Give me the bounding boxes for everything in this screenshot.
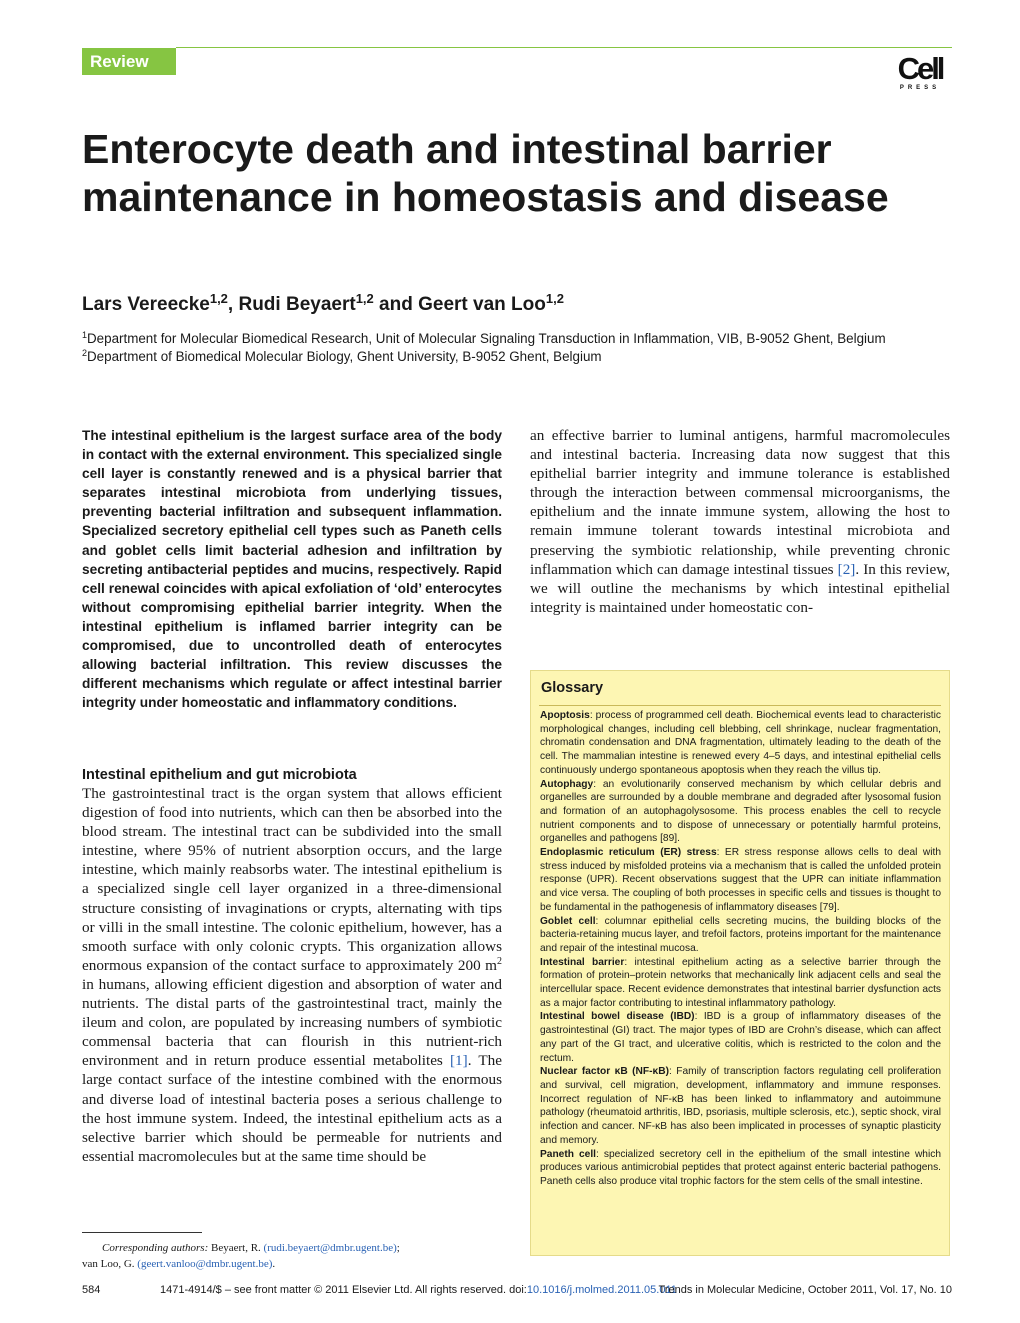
body-text-segment: an effective barrier to luminal antigens, harmful macromolecules and intestinal bacteria. Increasing data now suggest that this epithelial barrier integrity and immune tolerance is established through the interaction between commensal microorganisms, the epithelium and the innate immune system, allowing the host to remain immune tolerant towards intestinal microbiota and preserving the symbiotic relationship, while preventing chronic inflammation which can damage intestinal tissues bbox=[530, 427, 950, 578]
glossary-definition: : specialized secretory cell in the epithelium of the small intestine which produces various antimicrobial peptides that protect against enteric bacterial pathogens. Paneth cells also produce vital trophic factors for the stem cells of the small intestine. bbox=[540, 1148, 941, 1187]
affiliation-text: Department for Molecular Biomedical Research, Unit of Molecular Signaling Transduction in Inflammation, VIB, B-9052 Ghent, Belgium bbox=[87, 331, 886, 346]
section-label: Review bbox=[90, 52, 149, 71]
correspondence-punct: ; bbox=[396, 1242, 400, 1254]
reference-link[interactable]: [1] bbox=[450, 1052, 468, 1070]
glossary-term: Intestinal barrier bbox=[540, 956, 625, 968]
page-number: 584 bbox=[82, 1284, 101, 1296]
author-name: Rudi Beyaert bbox=[238, 294, 356, 315]
affiliation-text: Department of Biomedical Molecular Biology, Ghent University, B-9052 Ghent, Belgium bbox=[87, 349, 602, 364]
glossary-definition: : columnar epithelial cells secreting mucins, the building blocks of the bacteria-retaining mucus layer, and trefoil factors, proteins important for the maintenance and repair of the intestinal mucosa. bbox=[540, 915, 941, 954]
glossary-term: Intestinal bowel disease (IBD) bbox=[540, 1011, 695, 1023]
author-separator: and bbox=[373, 294, 419, 315]
correspondence-line bbox=[82, 1240, 502, 1256]
author-list bbox=[82, 292, 952, 318]
section-heading: Intestinal epithelium and gut microbiota bbox=[82, 767, 357, 783]
body-text-segment: . In this review, we will outline the mechanisms by which intestinal epithelial integrity is maintained under homeostatic con- bbox=[530, 560, 950, 616]
affiliation bbox=[82, 348, 952, 366]
glossary-divider bbox=[539, 705, 941, 706]
glossary-entry bbox=[540, 1010, 941, 1065]
glossary-title: Glossary bbox=[541, 680, 604, 696]
body-text-segment: The gastrointestinal tract is the organ system that allows efficient digestion of food into nutrients, which can then be absorbed into the blood stream. The intestinal tract can be subdivided into the small intestine, where 95% of nutrient absorption occurs, and the large intestine, which mainly reabsorbs water. The intestinal epithelium is a specialized single cell layer organized in a three-dimensional structure consisting of invaginations or crypts, alternating with tips or villi in the small intestine. The colonic epithelium, however, has a smooth surface with only colonic crypts. This organization allows enormous expansion of the contact surface to approximately 200 m bbox=[82, 785, 502, 974]
glossary-term: Paneth cell bbox=[540, 1148, 597, 1160]
author-name: Lars Vereecke bbox=[82, 294, 210, 315]
affiliations bbox=[82, 330, 952, 366]
footnote-rule bbox=[82, 1232, 202, 1233]
author-separator: , bbox=[227, 294, 239, 315]
glossary-entry bbox=[540, 915, 941, 956]
article-title: Enterocyte death and intestinal barrier maintenance in homeostasis and disease bbox=[82, 126, 889, 220]
section-tag bbox=[82, 48, 176, 75]
journal-citation: Trends in Molecular Medicine, October 2011, Vol. 17, No. 10 bbox=[658, 1284, 952, 1296]
corresponding-authors bbox=[82, 1240, 502, 1272]
body-text-segment: . The large contact surface of the intestine combined with the enormous and diverse load of intestinal bacteria poses a serious challenge to the host immune system. Indeed, the intestinal epithelium acts as a selective barrier which should be permeable for nutrients and essential macromolecules but at the same time should be bbox=[82, 1052, 502, 1165]
reference-link[interactable]: [2] bbox=[837, 560, 856, 578]
glossary-entry bbox=[540, 846, 941, 915]
glossary-term: Autophagy bbox=[540, 778, 594, 790]
page-footer bbox=[82, 1282, 952, 1300]
copyright-line bbox=[160, 1282, 677, 1298]
header-rule bbox=[176, 47, 952, 48]
glossary-definition: : intestinal epithelium acting as a selective barrier through the formation of protein–protein networks that mechanically link adjacent cells and seal the intercellular space. Recent evidence demonstrates that intestinal barrier dysfunction acts as a major factor contributing to intestinal inflammatory pathology. bbox=[540, 956, 941, 1009]
email-link[interactable]: (rudi.beyaert@dmbr.ugent.be) bbox=[263, 1242, 397, 1254]
abstract: The intestinal epithelium is the largest surface area of the body in contact with the external environment. This specialized single cell layer is constantly renewed and is a physical barrier that separates intestinal microbiota from underlying tissues, preventing bacterial infiltration and subsequent inflammation. Specialized secretory epithelial cell types such as Paneth cells and goblet cells limit bacterial adhesion and infiltration by secreting antibacterial peptides and mucins, respectively. Rapid cell renewal coincides with apical exfoliation of ‘old’ enterocytes without compromising epithelial barrier integrity. When the intestinal epithelium is inflamed barrier integrity can be compromised, due to uncontrolled death of enterocytes allowing bacterial infiltration. This review discusses the different mechanisms which regulate or affect intestinal barrier integrity under homeostatic and inflammatory conditions. bbox=[82, 428, 502, 711]
glossary-definition: : ER stress response allows cells to deal with stress induced by misfolded proteins via a mechanism that is called the unfolded protein response (UPR). Recent observations suggest that the UPR can initiate inflammation and vice versa. The coupling of both processes in specific cells and tissues is thought to be fundamental in the pathogenesis of inflammatory diseases [79]. bbox=[540, 847, 941, 913]
glossary-term: Goblet cell bbox=[540, 915, 596, 927]
glossary-entry bbox=[540, 778, 941, 847]
body-text-left bbox=[82, 784, 502, 1166]
glossary-term: Apoptosis bbox=[540, 710, 590, 721]
glossary-term: Nuclear factor κB (NF-κB) bbox=[540, 1066, 669, 1078]
glossary-entry bbox=[540, 709, 941, 778]
affiliation-number: 1 bbox=[82, 330, 88, 340]
glossary-entry bbox=[540, 956, 941, 1011]
issn-text: 1471-4914/$ – see front matter © 2011 Elsevier Ltd. All rights reserved. doi: bbox=[160, 1284, 527, 1296]
glossary-definition: : IBD is a group of inflammatory diseases of the gastrointestinal (GI) tract. The major types of IBD are Crohn’s disease, which can affect any part of the GI tract, and ulcerative colitis, which is restricted to the colon and the rectum. bbox=[540, 1011, 941, 1064]
correspondence-name: Beyaert, R. bbox=[208, 1242, 264, 1254]
cell-press-logo bbox=[888, 53, 952, 97]
glossary-entry bbox=[540, 1148, 941, 1189]
glossary-term: Endoplasmic reticulum (ER) stress bbox=[540, 847, 717, 859]
glossary-definition: : Family of transcription factors regulating cell proliferation and survival, cell migration, development, inflammatory and immune responses. Incorrect regulation of NF-κB has been linked to inflammatory and autoimmune pathology (rheumatoid arthritis, IBD, psoriasis, multiple sclerosis, etc.), septic shock, viral infection and cancer. NF-κB has also been implicated in processes of synaptic plasticity and memory. bbox=[540, 1066, 941, 1146]
correspondence-name: van Loo, G. bbox=[82, 1258, 138, 1270]
email-link[interactable]: (geert.vanloo@dmbr.ugent.be) bbox=[137, 1258, 273, 1270]
glossary-definition: : an evolutionarily conserved mechanism by which cellular debris and organelles are surrounded by a double membrane and degraded after lysosomal fusion and formation of an autophagolysosome. This process enables the cell to recycle nutrient components and to dispose of unnecessary or potentially harmful proteins, organelles and pathogens [89]. bbox=[540, 778, 941, 845]
author-name: Geert van Loo bbox=[418, 294, 546, 315]
affiliation-number: 2 bbox=[82, 348, 88, 358]
correspondence-line bbox=[82, 1258, 275, 1270]
body-text-right bbox=[530, 426, 950, 617]
superscript: 2 bbox=[497, 955, 502, 967]
glossary-definition: : process of programmed cell death. Biochemical events lead to characteristic morphological changes, including cell blebbing, cell shrinkage, nuclear fragmentation, chromatin condensation and DNA fragmentation, ultimately leading to the death of the cell. The mammalian intestine is renewed every 4–5 days, and intestinal epithelial cells continuously undergo spontaneous apoptosis when they reach the villus tip. bbox=[540, 710, 941, 776]
author-affiliation-sup: 1,2 bbox=[545, 291, 564, 306]
logo-word: Cell bbox=[897, 51, 943, 86]
doi-link[interactable]: 10.1016/j.molmed.2011.05.011 bbox=[526, 1284, 677, 1296]
correspondence-punct: . bbox=[272, 1258, 276, 1270]
author-affiliation-sup: 1,2 bbox=[209, 291, 228, 306]
correspondence-label: Corresponding authors: bbox=[102, 1242, 209, 1254]
affiliation bbox=[82, 330, 952, 348]
body-text-segment: in humans, allowing efficient digestion and absorption of water and nutrients. The distal parts of the gastrointestinal tract, mainly the ileum and colon, are populated by increasing numbers of symbiotic commensal bacteria that can flourish in this nutrient-rich environment and in return produce essential metabolites bbox=[82, 975, 502, 1070]
logo-subtext: PRESS bbox=[899, 85, 941, 91]
glossary-entry bbox=[540, 1065, 941, 1147]
glossary-box bbox=[530, 670, 950, 1256]
author-affiliation-sup: 1,2 bbox=[355, 291, 374, 306]
glossary-entries bbox=[540, 709, 941, 1189]
